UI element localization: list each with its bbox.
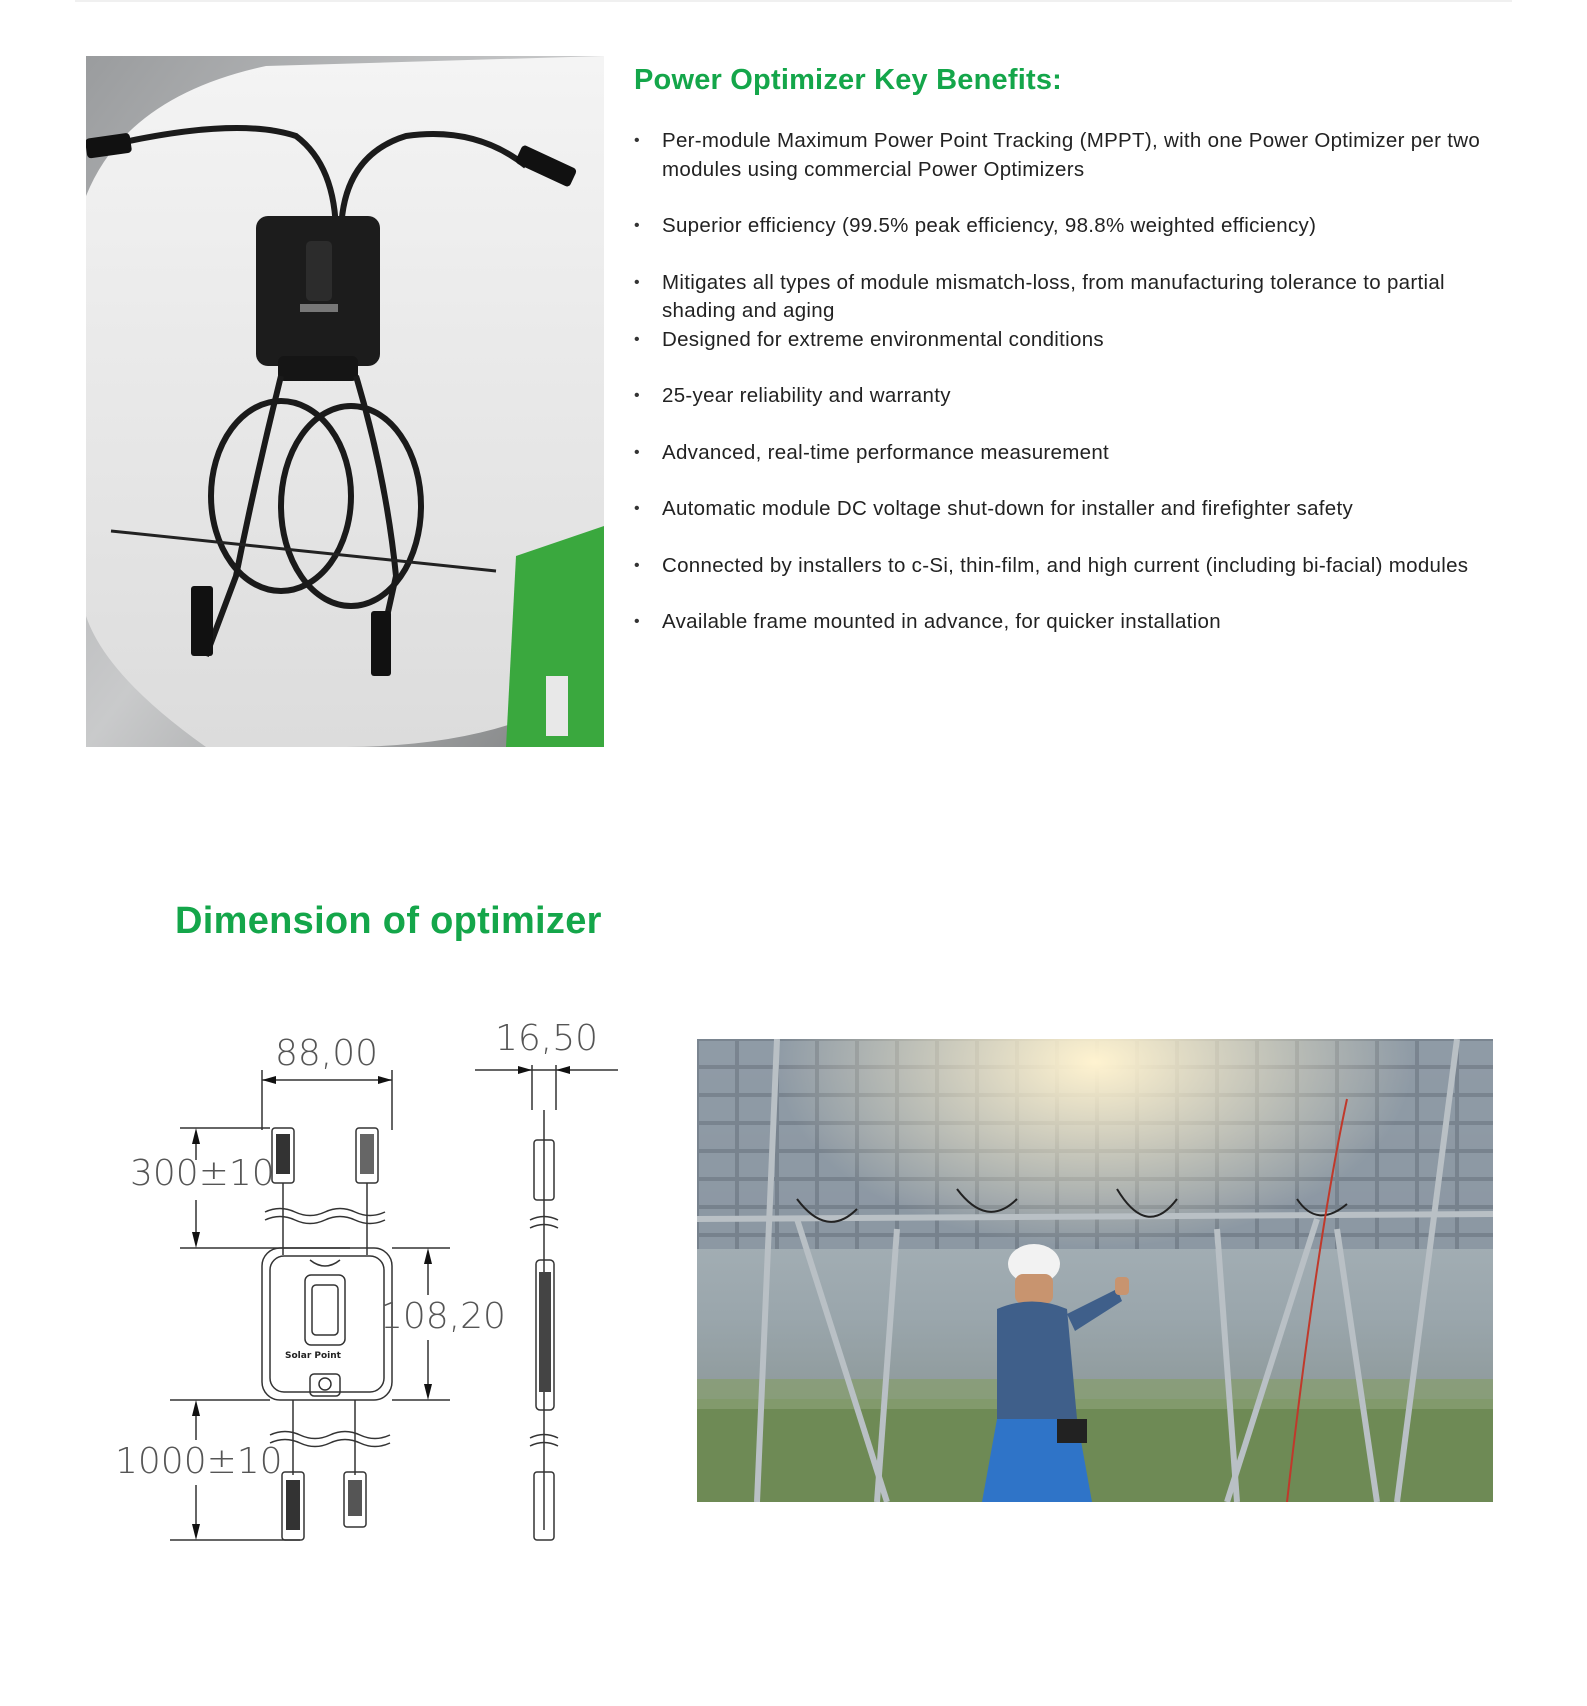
list-item: • Superior efficiency (99.5% peak efficiency, 98.8% weighted efficiency) <box>634 212 1514 241</box>
benefits-title: Power Optimizer Key Benefits: <box>634 64 1063 96</box>
body-height-label: 108,20 <box>380 1296 506 1337</box>
list-item: • Per-module Maximum Power Point Tracking (MPPT), with one Power Optimizer per two modules using commercial Power Optimizers <box>634 127 1514 184</box>
list-item: • 25-year reliability and warranty <box>634 382 1514 411</box>
product-photo <box>86 56 604 747</box>
benefits-list <box>634 127 1514 637</box>
list-item: • Automatic module DC voltage shut-down for installer and firefighter safety <box>634 495 1514 524</box>
top-cable-label: 300±10 <box>130 1153 275 1194</box>
dimension-title: Dimension of optimizer <box>175 900 602 942</box>
dimension-drawing <box>110 1010 630 1570</box>
depth-label: 16,50 <box>495 1018 599 1059</box>
width-label: 88,00 <box>275 1033 379 1074</box>
list-item: • Mitigates all types of module mismatch-loss, from manufacturing tolerance to partial shading and aging <box>634 269 1514 326</box>
top-divider <box>75 0 1512 2</box>
installer-photo <box>697 1039 1493 1502</box>
bottom-cable-label: 1000±10 <box>115 1441 283 1482</box>
list-item: • Available frame mounted in advance, for quicker installation <box>634 608 1514 637</box>
svg-text:Solar Point: Solar Point <box>285 1351 341 1361</box>
list-item: • Connected by installers to c-Si, thin-film, and high current (including bi-facial) modules <box>634 552 1514 581</box>
list-item: • Advanced, real-time performance measurement <box>634 439 1514 468</box>
list-item: • Designed for extreme environmental conditions <box>634 326 1514 355</box>
